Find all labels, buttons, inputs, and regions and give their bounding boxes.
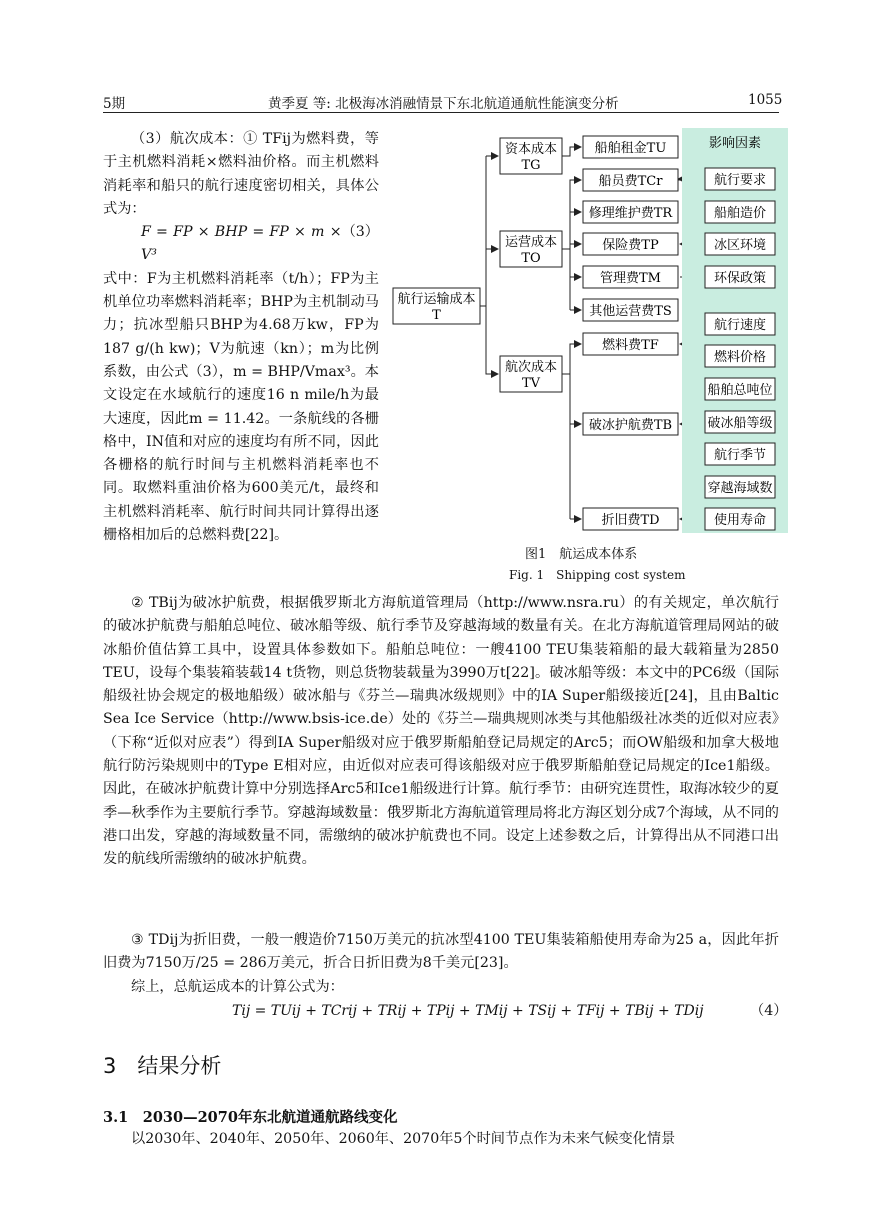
factor-box: [705, 168, 775, 190]
paragraph-depreciation: ③ TDij为折旧费，一般一艘造价7150万美元的抗冰型4100 TEU集装箱船使用寿命为25 a，因此年折旧费为7150万/25 = 286万美元，折合日折旧费为8千美元[23]。: [103, 932, 779, 972]
cost-item-box: [583, 233, 678, 255]
paragraph-icebreaker-fee: ② TBij为破冰护航费，根据俄罗斯北方海航道管理局（http://www.nsra.ru）的有关规定，单次航行的破冰护航费与船舶总吨位、破冰船等级、航行季节及穿越海域的数量有关。在北方海航道管理局网站的破冰船价值估算工具中，设置具体参数如下。船舶总吨位：一艘4100 TEU集装箱船的最大载箱量为2850 TEU，设每个集装箱装载14 t货物，则总货物装载量为3990万t[22]。破冰船等级：本文中的PC6级（国际船级社协会规定的极地船级）破冰船与《芬兰—瑞典冰级规则》中的IA Super船级接近[24]，且由Baltic Sea Ice Service（http://www.bsis-ice.de）处的《芬兰—瑞典规则冰类与其他船级社冰类的近似对应表》（下称“近似对应表”）得到IA Super船级对应于俄罗斯船舶登记局规定的Arc5；而OW船级和加拿大极地航行防污染规则中的Type E相对应，由近似对应表可得该船级对应于俄罗斯船舶登记局规定的Ice1船级。因此，在破冰护航费计算中分别选择Arc5和Ice1船级进行计算。航行季节：由研究连贯性，取海冰较少的夏季—秋季作为主要航行季节。穿越海域数量：俄罗斯北方海航道管理局将北方海区划分成7个海域，从不同的港口出发，穿越的海域数量不同，需缴纳的破冰护航费也不同。设定上述参数之后，计算得出从不同港口出发的航线所需缴纳的破冰护航费。: [103, 595, 779, 868]
svg-text:破冰护航费TB: 破冰护航费TB: [588, 418, 673, 433]
svg-text:管理费TM: 管理费TM: [600, 271, 661, 286]
page-number: 1055: [748, 92, 783, 108]
cost-item-box: [583, 169, 678, 191]
svg-text:航行季节: 航行季节: [713, 448, 767, 463]
factor-box: [705, 378, 775, 400]
subsection-heading: 3.1 2030—2070年东北航道通航路线变化: [103, 1109, 398, 1126]
cost-group-box: [500, 231, 562, 267]
figure-caption-cn: 图1 航运成本体系: [525, 547, 638, 562]
svg-text:破冰船等级: 破冰船等级: [707, 416, 773, 431]
factor-box: [705, 411, 775, 433]
running-title: 黄季夏 等: 北极海冰消融情景下东北航道通航性能演变分析: [268, 96, 619, 112]
shipping-cost-diagram: [390, 128, 790, 538]
cost-item-box: [583, 413, 678, 435]
cost-item-box: [583, 508, 678, 530]
svg-text:运营成本: 运营成本: [504, 235, 558, 250]
cost-group-box: [500, 356, 562, 392]
cost-item-box: [583, 333, 678, 355]
factor-box: [705, 345, 775, 367]
svg-text:船舶造价: 船舶造价: [713, 206, 767, 221]
svg-text:航行速度: 航行速度: [713, 318, 767, 333]
figure-caption-en: Fig. 1 Shipping cost system: [509, 568, 686, 582]
equation-3-number: （3）: [341, 224, 379, 241]
left-column: [103, 128, 379, 547]
cost-group-box: [500, 138, 562, 174]
svg-text:保险费TP: 保险费TP: [602, 238, 659, 253]
svg-text:TG: TG: [521, 158, 541, 173]
svg-text:船舶租金TU: 船舶租金TU: [594, 141, 667, 156]
svg-text:使用寿命: 使用寿命: [713, 513, 767, 528]
paragraph-fuel-cost: （3）航次成本：① TFij为燃料费，等于主机燃料消耗×燃料油价格。而主机燃料消耗率和船只的航行速度密切相关，具体公式为：: [103, 131, 379, 217]
equation-3: [103, 221, 379, 268]
cost-root-box: [393, 288, 480, 324]
factors-title: 影响因素: [708, 136, 762, 151]
cost-item-box: [583, 136, 678, 158]
svg-text:燃料价格: 燃料价格: [713, 350, 767, 365]
factor-box: [705, 508, 775, 530]
equation-3-body: F = FP × BHP = FP × m × V³: [141, 224, 342, 264]
svg-text:航行运输成本: 航行运输成本: [397, 292, 476, 307]
svg-text:燃料费TF: 燃料费TF: [602, 338, 659, 353]
factor-box: [705, 313, 775, 335]
equation-4-number: （4）: [750, 1003, 788, 1019]
cost-item-box: [583, 266, 678, 288]
svg-text:环保政策: 环保政策: [713, 271, 767, 286]
section-heading: 3 结果分析: [103, 1054, 222, 1078]
svg-text:TV: TV: [521, 376, 541, 391]
svg-text:资本成本: 资本成本: [504, 142, 558, 157]
svg-text:修理维护费TR: 修理维护费TR: [588, 206, 673, 221]
factor-box: [705, 476, 775, 498]
svg-text:穿越海域数: 穿越海域数: [707, 481, 773, 496]
svg-text:航次成本: 航次成本: [504, 360, 558, 375]
paragraph-summary: 综上，总航运成本的计算公式为：: [131, 979, 344, 995]
header-rule: [103, 112, 779, 113]
svg-text:TO: TO: [521, 251, 541, 266]
cost-item-box: [583, 299, 678, 321]
factor-box: [705, 443, 775, 465]
cost-item-box: [583, 201, 678, 223]
svg-text:船舶总吨位: 船舶总吨位: [707, 383, 773, 398]
paragraph-variables: 式中：F为主机燃料消耗率（t/h）；FP为主机单位功率燃料消耗率；BHP为主机制动马力；抗冰型船只BHP为4.68万kw，FP为187 g/(h kw)；V为航速（kn）；m为比例系数，由公式（3），m = BHP/Vmax³。本文设定在水域航行的速度16 n mile/h为最大速度，因此m = 11.42。一条航线的各栅格中，IN值和对应的速度均有所不同，因此各栅格的航行时间与主机燃料消耗率也不同。取燃料重油价格为600美元/t，最终和主机燃料消耗率、航行时间共同计算得出逐栅格相加后的总燃料费[22]。: [103, 270, 379, 544]
svg-text:其他运营费TS: 其他运营费TS: [589, 304, 672, 319]
svg-text:冰区环境: 冰区环境: [713, 238, 767, 253]
svg-text:T: T: [432, 308, 441, 323]
svg-text:折旧费TD: 折旧费TD: [601, 513, 660, 528]
svg-text:航行要求: 航行要求: [713, 173, 767, 188]
issue-number: 5期: [103, 96, 126, 112]
factor-box: [705, 201, 775, 223]
equation-4-body: Tij = TUij + TCrij + TRij + TPij + TMij + TSij + TFij + TBij + TDij: [232, 1003, 704, 1019]
factor-box: [705, 233, 775, 255]
factor-box: [705, 266, 775, 288]
svg-text:船员费TCr: 船员费TCr: [598, 174, 663, 189]
paragraph-results-intro: 以2030年、2040年、2050年、2060年、2070年5个时间节点作为未来气候变化情景: [131, 1131, 676, 1147]
